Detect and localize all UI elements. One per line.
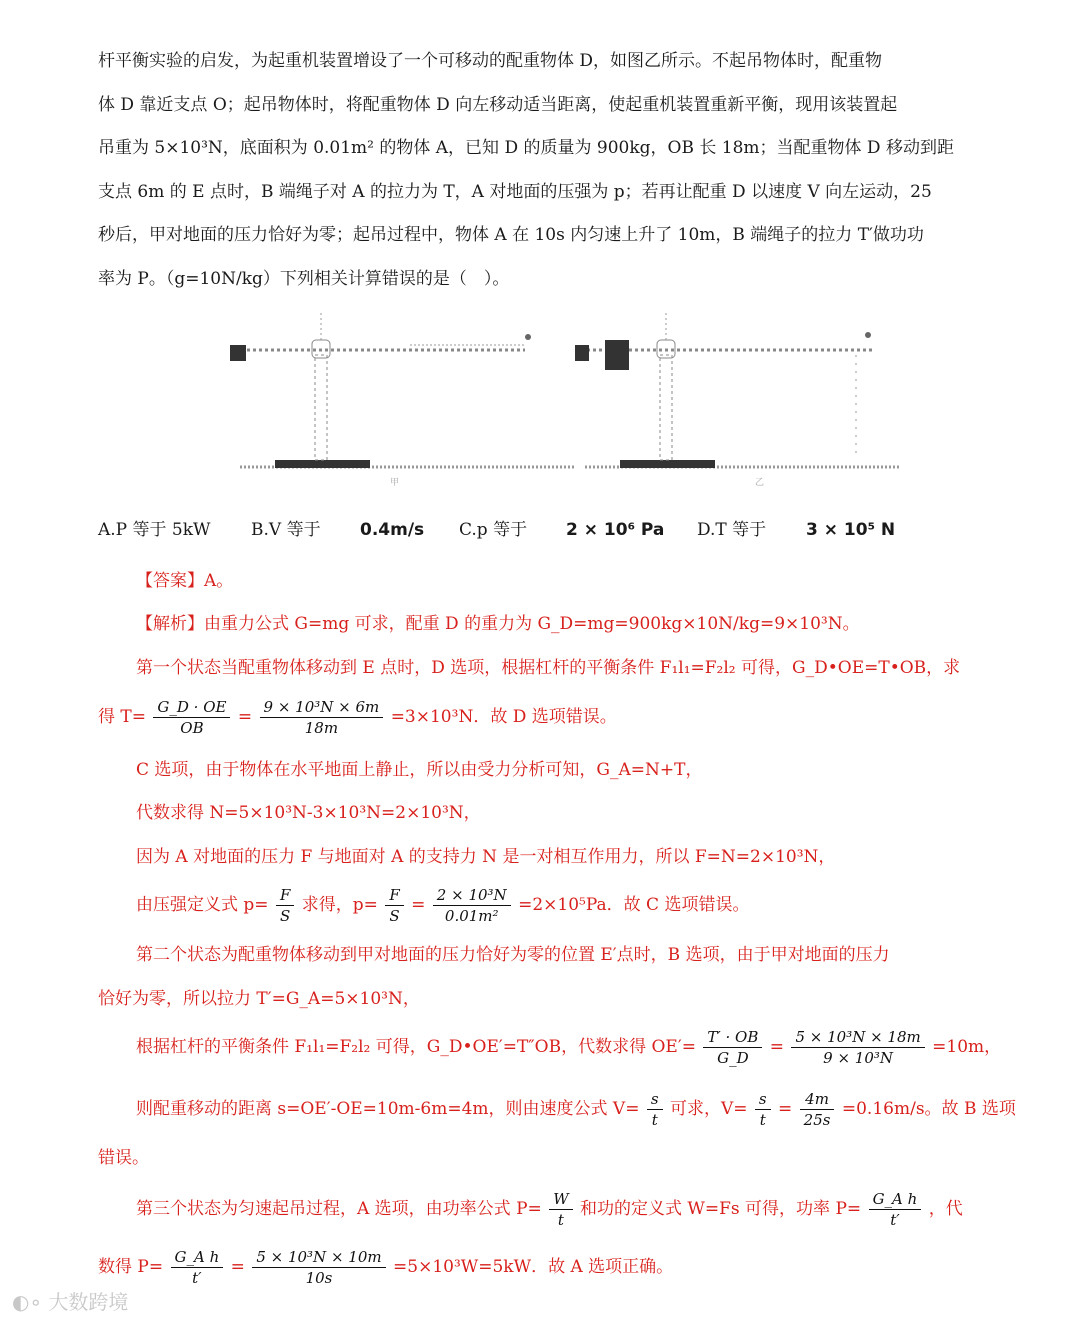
analysis-line-4: C 选项，由于物体在水平地面上静止，所以由受力分析可知，G_A=N+T， bbox=[136, 760, 703, 780]
analysis-line-5: 代数求得 N=5×10³N-3×10³N=2×10³N， bbox=[136, 803, 481, 823]
fraction-denominator: S bbox=[389, 907, 400, 925]
question-line-4: 支点 6m 的 E 点时，B 端绳子对 A 的拉力为 T，A 对地面的压强为 p；若再让配重 D 以速度 V 向左运动，25 bbox=[98, 182, 932, 202]
fraction-t-ob-gd bbox=[703, 1027, 762, 1068]
fraction-5e3-18-9e3 bbox=[791, 1027, 924, 1068]
fraction-w-t bbox=[549, 1189, 572, 1230]
fraction-denominator: t bbox=[759, 1111, 766, 1129]
fraction-2e3-001 bbox=[433, 885, 511, 926]
option-d-text: D.T 等于 bbox=[697, 520, 767, 540]
figure-label-right: 乙 bbox=[755, 478, 765, 488]
analysis-line-8: 第二个状态为配重物体移动到甲对地面的压力恰好为零的位置 E′点时，B 选项，由于甲对地面的压力 bbox=[136, 945, 890, 965]
analysis-line-9: 恰好为零，所以拉力 T′=G_A=5×10³N， bbox=[98, 989, 420, 1009]
fraction-gah-t bbox=[869, 1189, 922, 1230]
fraction-s-t-2 bbox=[755, 1089, 771, 1130]
fraction-denominator: S bbox=[280, 907, 291, 925]
fraction-numerator: T′ · OB bbox=[703, 1027, 762, 1048]
l7-prefix: 由压强定义式 p= bbox=[136, 895, 269, 915]
figure-label-left: 甲 bbox=[390, 478, 400, 488]
analysis-line-11: 则配重移动的距离 s=OE′-OE=10m-6m=4m，则由速度公式 V= $\frac{s}{t}$ 可求，V= $\frac{s}{t}$ = $\frac{4m}{25s}$ =0.16m/s。故 B 选项 bbox=[136, 1090, 1016, 1129]
fraction-numerator: F bbox=[276, 885, 294, 906]
analysis-line-7: 由压强定义式 p= $\frac{F}{S}$ 求得，p= $\frac{F}{S}$ = $\frac{\text{2 × 10³N}}{\text{0.01m²}}$ =2×10⁵Pa．故 C 选项错误。 bbox=[136, 886, 750, 925]
l11-suffix: =0.16m/s。故 B 选项 bbox=[841, 1099, 1016, 1119]
fraction-denominator: 18m bbox=[304, 719, 339, 737]
crane-diagram bbox=[220, 305, 910, 500]
fraction-f-s-2 bbox=[385, 885, 403, 926]
option-c-text: C.p 等于 bbox=[459, 520, 528, 540]
question-line-6: 率为 P。（g=10N/kg）下列相关计算错误的是（ ）。 bbox=[98, 269, 510, 289]
fraction-numerator: 5 × 10³N × 10m bbox=[252, 1247, 385, 1268]
question-line-1: 杆平衡实验的启发，为起重机装置增设了一个可移动的配重物体 D，如图乙所示。不起吊物体时，配重物 bbox=[98, 51, 883, 71]
fraction-numerator: W bbox=[549, 1189, 572, 1210]
analysis-line-12: 错误。 bbox=[98, 1148, 149, 1168]
fraction-numerator: G_A h bbox=[171, 1247, 224, 1268]
fraction-numerator: G_D · OE bbox=[153, 697, 230, 718]
option-c-value: 2 × 10⁶ Pa bbox=[566, 520, 665, 540]
l14-suffix: =5×10³W=5kW．故 A 选项正确。 bbox=[393, 1257, 674, 1277]
watermark bbox=[12, 1286, 128, 1315]
analysis-line-2: 第一个状态当配重物体移动到 E 点时，D 选项，根据杠杆的平衡条件 F₁l₁=F₂l₂ 可得，G_D•OE=T•OB，求 bbox=[136, 658, 961, 678]
l3-prefix: 得 T= bbox=[98, 707, 146, 727]
watermark-logo-icon: ◐∘ bbox=[12, 1290, 49, 1314]
fraction-denominator: t bbox=[651, 1111, 658, 1129]
option-a: A.P 等于 5kW bbox=[98, 520, 211, 540]
fraction-denominator: G_D bbox=[717, 1049, 749, 1067]
fraction-denominator: OB bbox=[180, 719, 204, 737]
fraction-denominator: 25s bbox=[803, 1111, 831, 1129]
l7-suffix: =2×10⁵Pa．故 C 选项错误。 bbox=[518, 895, 750, 915]
l10-suffix: =10m， bbox=[932, 1037, 1002, 1057]
fraction-numerator: s bbox=[755, 1089, 771, 1110]
fraction-denominator: 0.01m² bbox=[444, 907, 499, 925]
fraction-denominator: t′ bbox=[192, 1269, 202, 1287]
fraction-denominator: 9 × 10³N bbox=[823, 1049, 894, 1067]
fraction-numerator: 2 × 10³N bbox=[433, 885, 511, 906]
l13-prefix: 第三个状态为匀速起吊过程，A 选项，由功率公式 P= bbox=[136, 1199, 542, 1219]
analysis-line-1: 【解析】由重力公式 G=mg 可求，配重 D 的重力为 G_D=mg=900kg×10N/kg=9×10³N。 bbox=[136, 614, 860, 634]
option-b-value: 0.4m/s bbox=[360, 520, 425, 540]
l3-suffix: =3×10³N．故 D 选项错误。 bbox=[390, 707, 617, 727]
l11-middle: 可求，V= bbox=[669, 1099, 748, 1119]
fraction-god-oe-ob bbox=[153, 697, 230, 738]
fraction-9e3-6m-18m bbox=[260, 697, 384, 738]
fraction-numerator: 5 × 10³N × 18m bbox=[791, 1027, 924, 1048]
fraction-numerator: 9 × 10³N × 6m bbox=[260, 697, 384, 718]
fraction-numerator: 4m bbox=[800, 1089, 835, 1110]
fraction-denominator: t bbox=[557, 1211, 564, 1229]
l10-prefix: 根据杠杆的平衡条件 F₁l₁=F₂l₂ 可得，G_D•OE′=T″OB，代数求得 OE′= bbox=[136, 1037, 696, 1057]
fraction-gah-t-2 bbox=[171, 1247, 224, 1288]
question-line-3: 吊重为 5×10³N，底面积为 0.01m² 的物体 A，已知 D 的质量为 900kg，OB 长 18m；当配重物体 D 移动到距 bbox=[98, 138, 954, 158]
l7-middle: 求得，p= bbox=[301, 895, 378, 915]
question-line-5: 秒后，甲对地面的压力恰好为零；起吊过程中，物体 A 在 10s 内匀速上升了 10m，B 端绳子的拉力 T′做功功 bbox=[98, 225, 924, 245]
option-d-value: 3 × 10⁵ N bbox=[806, 520, 896, 540]
l13-suffix: ，代 bbox=[928, 1199, 963, 1219]
question-line-2: 体 D 靠近支点 O；起吊物体时，将配重物体 D 向左移动适当距离，使起重机装置重新平衡，现用该装置起 bbox=[98, 95, 898, 115]
fraction-denominator: t′ bbox=[890, 1211, 900, 1229]
fraction-f-s bbox=[276, 885, 294, 926]
analysis-line-10: 根据杠杆的平衡条件 F₁l₁=F₂l₂ 可得，G_D•OE′=T″OB，代数求得 OE′= $\frac{T' \cdot OB}{G\_D}$ = $\frac{\text{5 × 10³N × 18m}}{\text{9 × 10³N}}$ =10m， bbox=[136, 1028, 1002, 1067]
watermark-text: 大数跨境 bbox=[48, 1290, 129, 1314]
fraction-4m-25s bbox=[800, 1089, 835, 1130]
fraction-numerator: G_A h bbox=[869, 1189, 922, 1210]
l13-middle: 和功的定义式 W=Fs 可得，功率 P= bbox=[580, 1199, 862, 1219]
crane-figure-right bbox=[575, 313, 900, 468]
analysis-line-14: 数得 P= $\frac{\text{G\_A h}}{t'}$ = $\frac{\text{5 × 10³N × 10m}}{10s}$ =5×10³W=5kW．故 A 选项正确。 bbox=[98, 1248, 674, 1287]
fraction-5e3-10m-10s bbox=[252, 1247, 385, 1288]
l14-prefix: 数得 P= bbox=[98, 1257, 164, 1277]
option-b-text: B.V 等于 bbox=[251, 520, 321, 540]
answer-line: 【答案】A。 bbox=[136, 571, 234, 591]
fraction-denominator: 10s bbox=[305, 1269, 333, 1287]
fraction-numerator: s bbox=[647, 1089, 663, 1110]
analysis-line-13 bbox=[136, 1184, 963, 1234]
fraction-numerator: F bbox=[385, 885, 403, 906]
analysis-line-6: 因为 A 对地面的压力 F 与地面对 A 的支持力 N 是一对相互作用力，所以 F=N=2×10³N， bbox=[136, 847, 836, 867]
fraction-s-t bbox=[647, 1089, 663, 1130]
crane-figure-left bbox=[230, 313, 575, 468]
analysis-line-3: 得 T= $\frac{G\_D \cdot OE}{OB}$ = $\frac{\text{9 × 10³N × 6m}}{18m}$ =3×10³N．故 D 选项错误。 bbox=[98, 698, 617, 737]
l11-prefix: 则配重移动的距离 s=OE′-OE=10m-6m=4m，则由速度公式 V= bbox=[136, 1099, 640, 1119]
